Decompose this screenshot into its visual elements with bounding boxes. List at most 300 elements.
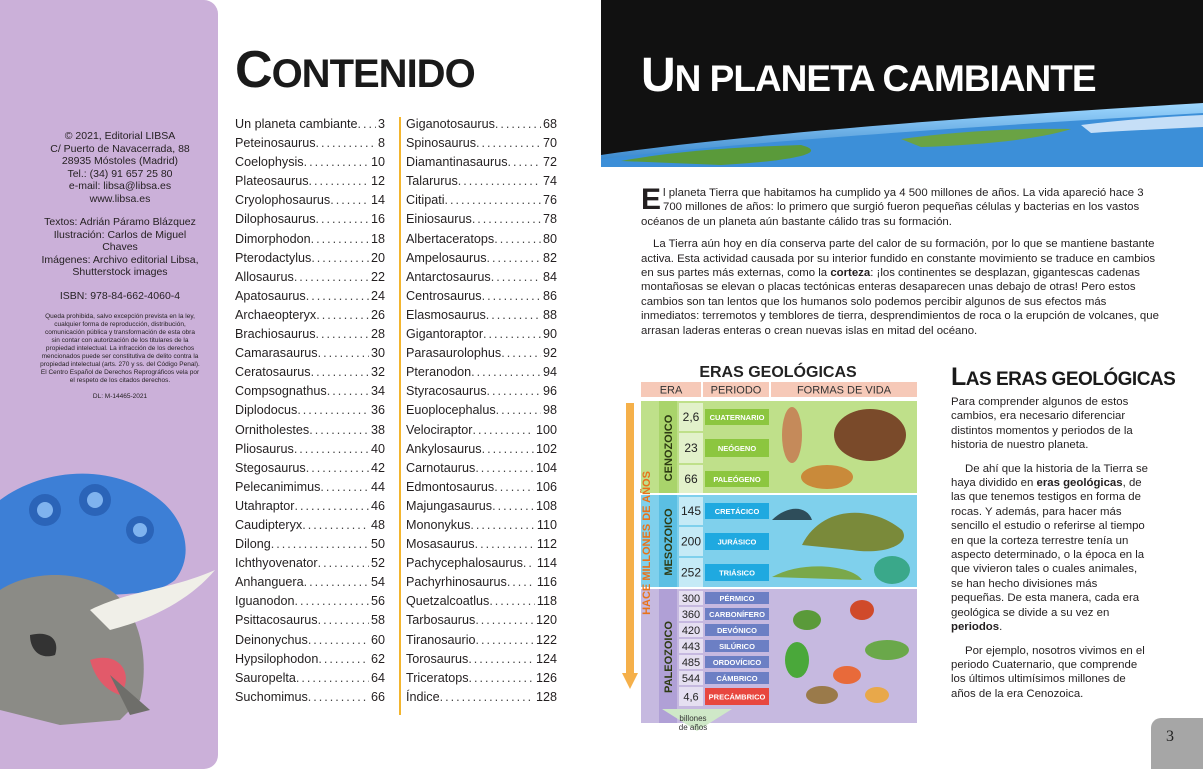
period-age: 23 xyxy=(684,441,698,455)
toc-leader-dots xyxy=(482,287,541,306)
toc-entry-title: Mononykus xyxy=(406,517,471,532)
toc-entry-page: 74 xyxy=(542,174,557,189)
toc-entry-title: Índice xyxy=(406,689,440,704)
toc-entry-title: Styracosaurus xyxy=(406,384,487,399)
period-name: TRIÁSICO xyxy=(719,568,755,578)
toc-entry-page: 20 xyxy=(370,250,385,265)
scorpion-icon xyxy=(850,600,874,620)
toc-entry-page: 18 xyxy=(370,231,385,246)
shell-icon xyxy=(865,687,889,703)
period-age: 2,6 xyxy=(682,410,700,424)
toc-entry xyxy=(235,688,385,707)
era-name: MESOZOICO xyxy=(663,508,675,576)
toc-entry-title: Carnotaurus xyxy=(406,460,476,475)
period-name: PÉRMICO xyxy=(719,594,755,603)
toc-entry-title: Giganotosaurus xyxy=(406,117,495,131)
toc-entry-page: 64 xyxy=(370,670,385,685)
toc-entry-title: Utahraptor xyxy=(235,498,295,513)
toc-entry-page: 106 xyxy=(535,479,557,494)
toc-entry-title: Ceratosaurus xyxy=(235,365,311,380)
toc-leader-dots xyxy=(483,325,541,344)
toc-leader-dots xyxy=(476,631,534,650)
toc-entry-page: 8 xyxy=(377,136,385,151)
toc-entry-title: Compsognathus xyxy=(235,384,327,399)
toc-entry-title: Dilophosaurus xyxy=(235,212,316,227)
intro-text: El planeta Tierra que habitamos ha cumplido ya 4 500 millones de años. La vida apareció hace 3 700 millones de años: lo primero que surgió fueron pequeñas células y bacterias en los vastos océanos de un planeta aún bastante cálido tras su formación. La Tierra aún hoy en día conserva parte del calor de su formación, por lo que se mantiene bastante activa. Esta actividad causada por su interior fundido en constante movimiento se traduce en cambios en sus partes más externas, como la corteza: ¡los continentes se desplazan, gigantescas cadenas montañosas se elevan o placas tectónicas enteras desaparecen unas debajo de otras! Pero estos cambios son tan lentos que los humanos solo podemos percibir algunos de sus efectos más inmediatos: terremotos y temblores de tierra, desprendimientos de roca o la erupción de volcanes, que arrasan laderas enteras o crean nuevas islas en mitad del océano. xyxy=(641,183,1159,337)
dimetrodon-icon xyxy=(874,556,910,584)
trilobite-icon xyxy=(806,686,838,704)
toc-leader-dots xyxy=(476,134,541,153)
toc-leader-dots xyxy=(304,153,369,172)
toc-leader-dots xyxy=(489,592,535,611)
toc-entry xyxy=(235,401,385,420)
toc-leader-dots xyxy=(309,421,369,440)
toc-entry-page: 72 xyxy=(542,155,557,170)
toc-entry-page: 76 xyxy=(542,193,557,208)
toc-entry-title: Antarctosaurus xyxy=(406,269,491,284)
toc-entry-title: Stegosaurus xyxy=(235,460,306,475)
toc-entry xyxy=(235,287,385,306)
toc-entry xyxy=(406,688,557,707)
toc-leader-dots xyxy=(302,516,369,535)
toc-column-2 xyxy=(406,115,557,707)
toc-entry-title: Gigantoraptor xyxy=(406,327,484,342)
toc-leader-dots xyxy=(318,650,369,669)
toc-entry-page: 28 xyxy=(370,327,385,342)
toc-leader-dots xyxy=(297,401,369,420)
toc-entry xyxy=(235,249,385,268)
period-name: CÁMBRICO xyxy=(716,674,758,683)
toc-entry-title: Pachycephalosaurus xyxy=(406,556,523,571)
period-age: 360 xyxy=(681,609,701,621)
drop-cap: E xyxy=(641,183,662,216)
plant-icon xyxy=(785,642,809,678)
toc-leader-dots xyxy=(475,459,534,478)
toc-entry-title: Ichthyovenator xyxy=(235,556,318,571)
toc-entry-title: Albertaceratops xyxy=(406,231,495,246)
toc-entry xyxy=(235,611,385,630)
chapter-title: UN PLANETA CAMBIANTE xyxy=(641,49,1096,102)
credits-illustration: Ilustración: Carlos de Miguel Chaves xyxy=(53,228,187,253)
toc-leader-dots xyxy=(327,382,369,401)
isbn: ISBN: 978-84-662-4060-4 xyxy=(59,289,181,302)
toc-entry-page: 26 xyxy=(370,307,385,322)
toc-entry-page: 120 xyxy=(535,613,557,628)
toc-entry xyxy=(235,134,385,153)
period-name: CUATERNARIO xyxy=(709,413,765,422)
period-age: 443 xyxy=(681,641,701,653)
diagram-title: ERAS GEOLÓGICAS xyxy=(699,364,857,381)
toc-entry xyxy=(406,631,557,650)
toc-entry xyxy=(406,134,557,153)
geologic-eras-diagram xyxy=(622,355,922,745)
toc-entry-page: 36 xyxy=(370,403,385,418)
toc-entry-page: 42 xyxy=(370,460,385,475)
toc-leader-dots xyxy=(330,191,369,210)
toc-entry xyxy=(235,592,385,611)
toc-leader-dots xyxy=(318,554,369,573)
page-number: 3 xyxy=(1166,728,1174,745)
toc-entry xyxy=(235,210,385,229)
telephone: Tel.: (34) 91 657 25 80 xyxy=(67,167,173,180)
toc-entry xyxy=(406,669,557,688)
toc-leader-dots xyxy=(311,230,369,249)
toc-entry-title: Iguanodon xyxy=(235,594,295,609)
time-axis-arrow-shaft xyxy=(626,403,634,673)
toc-entry xyxy=(406,478,557,497)
toc-entry-page: 86 xyxy=(542,288,557,303)
toc-leader-dots xyxy=(294,440,369,459)
period-name: ORDOVÍCICO xyxy=(712,658,762,667)
toc-entry xyxy=(235,421,385,440)
toc-entry-title: Dimorphodon xyxy=(235,231,311,246)
toc-entry xyxy=(406,516,557,535)
toc-leader-dots xyxy=(306,459,369,478)
toc-entry-page: 48 xyxy=(370,517,385,532)
period-name: CARBONÍFERO xyxy=(709,610,765,619)
toc-entry-title: Diamantinasaurus xyxy=(406,155,508,170)
toc-entry xyxy=(406,650,557,669)
toc-leader-dots xyxy=(318,611,369,630)
toc-title: CONTENIDO xyxy=(235,41,475,99)
toc-entry-title: Psittacosaurus xyxy=(235,613,318,628)
toc-leader-dots xyxy=(311,363,369,382)
era-name: PALEOZOICO xyxy=(663,621,675,693)
toc-leader-dots xyxy=(470,516,535,535)
toc-entry xyxy=(235,497,385,516)
period-name: PALEÓGENO xyxy=(713,475,761,484)
toc-leader-dots xyxy=(458,172,541,191)
header-era: ERA xyxy=(659,384,683,397)
toc-entry xyxy=(235,191,385,210)
toc-entry-title: Brachiosaurus xyxy=(235,327,316,342)
toc-leader-dots xyxy=(440,688,534,707)
toc-leader-dots xyxy=(486,306,541,325)
period-age: 300 xyxy=(681,593,701,605)
toc-entry xyxy=(406,554,557,573)
toc-entry-page: 126 xyxy=(535,670,557,685)
toc-leader-dots xyxy=(495,115,541,134)
credits-texts: Textos: Adrián Páramo Blázquez xyxy=(44,216,196,228)
toc-entry xyxy=(406,287,557,306)
toc-entry-page: 58 xyxy=(370,613,385,628)
toc-entry xyxy=(406,344,557,363)
toc-entry-page: 90 xyxy=(542,327,557,342)
period-name: SILÚRICO xyxy=(719,642,755,651)
toc-entry xyxy=(235,669,385,688)
toc-entry-page: 116 xyxy=(536,575,557,590)
toc-entry xyxy=(235,325,385,344)
toc-entry xyxy=(406,382,557,401)
toc-leader-dots xyxy=(295,497,369,516)
period-age: 485 xyxy=(681,657,701,669)
toc-entry xyxy=(406,230,557,249)
toc-entry-page: 98 xyxy=(542,403,557,418)
period-age: 252 xyxy=(680,565,702,580)
toc-entry-title: Centrosaurus xyxy=(406,288,482,303)
toc-entry-title: Deinonychus xyxy=(235,632,308,647)
toc-entry-title: Einiosaurus xyxy=(406,212,472,227)
toc-entry-title: Apatosaurus xyxy=(235,288,306,303)
toc-leader-dots xyxy=(318,344,369,363)
era-name: CENOZOICO xyxy=(663,414,675,482)
toc-entry-title: Pteranodon xyxy=(406,365,472,380)
toc-entry-page: 34 xyxy=(370,384,385,399)
toc-entry-page: 44 xyxy=(370,479,385,494)
toc-entry-page: 60 xyxy=(370,632,385,647)
toc-entry xyxy=(406,497,557,516)
toc-entry xyxy=(235,153,385,172)
toc-entry xyxy=(406,249,557,268)
address-line-1: C/ Puerto de Navacerrada, 88 xyxy=(50,142,190,155)
toc-entry xyxy=(406,592,557,611)
toc-leader-dots xyxy=(316,134,376,153)
shrimp-icon xyxy=(833,666,861,684)
toc-entry-page: 110 xyxy=(536,517,557,532)
toc-entry-page: 14 xyxy=(370,193,385,208)
toc-entry-page: 52 xyxy=(370,556,385,571)
toc-entry xyxy=(406,459,557,478)
period-age: 4,6 xyxy=(683,691,699,704)
toc-entry-title: Peteinosaurus xyxy=(235,136,316,151)
toc-entry-title: Camarasaurus xyxy=(235,346,318,361)
toc-entry-page: 32 xyxy=(370,365,385,380)
toc-entry-page: 16 xyxy=(370,212,385,227)
toc-leader-dots xyxy=(473,421,534,440)
toc-entry xyxy=(406,210,557,229)
toc-entry-title: Caudipteryx xyxy=(235,517,303,532)
toc-entry xyxy=(406,363,557,382)
earth-horizon-image xyxy=(601,95,1203,167)
toc-entry-title: Tiranosaurio xyxy=(406,632,476,647)
toc-entry-title: Majungasaurus xyxy=(406,498,493,513)
toc-entry xyxy=(406,115,557,134)
toc-entry-title: Pliosaurus xyxy=(235,441,294,456)
toc-entry xyxy=(406,191,557,210)
toc-entry-title: Anhanguera xyxy=(235,575,304,590)
toc-entry xyxy=(235,230,385,249)
toc-entry-title: Plateosaurus xyxy=(235,174,309,189)
toc-entry-page: 38 xyxy=(370,422,385,437)
toc-entry-page: 88 xyxy=(542,307,557,322)
toc-entry-page: 12 xyxy=(370,174,385,189)
toc-entry xyxy=(235,363,385,382)
period-age: 420 xyxy=(681,625,701,637)
mammoth-icon xyxy=(834,409,906,461)
toc-entry-page: 24 xyxy=(370,288,385,303)
toc-entry-page: 54 xyxy=(370,575,385,590)
toc-leader-dots xyxy=(523,554,535,573)
toc-entry-title: Pachyrhinosaurus xyxy=(406,575,507,590)
toc-entry-title: Citipati xyxy=(406,193,445,208)
toc-entry-page: 50 xyxy=(370,537,385,552)
toc-leader-dots xyxy=(304,573,369,592)
toc-entry-title: Suchomimus xyxy=(235,689,308,704)
toc-entry-title: Mosasaurus xyxy=(406,537,475,552)
toc-column-1 xyxy=(235,115,385,707)
toc-entry-page: 96 xyxy=(542,384,557,399)
toc-entry xyxy=(235,516,385,535)
toc-leader-dots xyxy=(482,440,534,459)
toc-entry xyxy=(235,554,385,573)
fish-icon xyxy=(865,640,909,660)
period-name: PRECÁMBRICO xyxy=(708,692,766,702)
toc-entry-title: Diplodocus xyxy=(235,403,298,418)
toc-leader-dots xyxy=(472,210,541,229)
toc-entry xyxy=(406,401,557,420)
toc-entry-page: 118 xyxy=(536,594,557,609)
toc-entry-page: 10 xyxy=(370,155,385,170)
toc-leader-dots xyxy=(271,535,369,554)
toc-entry-title: Velociraptor xyxy=(406,422,473,437)
section-heading: LAS ERAS GEOLÓGICAS xyxy=(951,363,1176,391)
toc-leader-dots xyxy=(491,268,541,287)
toc-entry xyxy=(235,478,385,497)
toc-entry xyxy=(235,440,385,459)
toc-entry-title: Quetzalcoatlus xyxy=(406,594,490,609)
toc-leader-dots xyxy=(475,535,535,554)
toc-entry xyxy=(406,440,557,459)
toc-entry-page: 22 xyxy=(370,269,385,284)
toc-leader-dots xyxy=(316,325,369,344)
toc-entry-title: Sauropelta xyxy=(235,670,296,685)
toc-leader-dots xyxy=(294,268,369,287)
toc-entry xyxy=(235,344,385,363)
toc-entry-title: Parasaurolophus xyxy=(406,346,502,361)
toc-entry-page: 84 xyxy=(542,269,557,284)
toc-entry-page: 104 xyxy=(535,460,557,475)
sabertooth-icon xyxy=(801,465,853,489)
toc-leader-dots xyxy=(358,115,376,134)
toc-entry-page: 3 xyxy=(377,117,385,131)
column-divider xyxy=(399,117,401,715)
toc-entry-page: 102 xyxy=(535,441,557,456)
toc-entry xyxy=(235,573,385,592)
toc-leader-dots xyxy=(316,306,369,325)
period-name: CRETÁCICO xyxy=(714,507,760,516)
toc-entry-page: 108 xyxy=(535,498,557,513)
legal-deposit: DL: M-14465-2021 xyxy=(92,393,148,400)
toc-entry-title: Talarurus xyxy=(406,174,458,189)
triceratops-illustration xyxy=(0,460,230,730)
header-life: FORMAS DE VIDA xyxy=(796,384,892,397)
period-age: 544 xyxy=(681,673,701,685)
toc-leader-dots xyxy=(492,497,534,516)
toc-entry-page: 80 xyxy=(542,231,557,246)
toc-entry-page: 112 xyxy=(536,537,557,552)
period-age: 66 xyxy=(684,472,698,486)
toc-entry-page: 46 xyxy=(370,498,385,513)
toc-entry xyxy=(406,611,557,630)
header-period: PERIODO xyxy=(710,384,762,397)
toc-entry-title: Allosaurus xyxy=(235,269,294,284)
bottom-label-1: billones xyxy=(679,714,707,723)
toc-leader-dots xyxy=(309,172,369,191)
legal-notice: Queda prohibida, salvo excepción prevista en la ley, cualquier forma de reproducción, distribución, comunicación pública y transformación de esta obra sin contar con autorización de los titulares de la propiedad intelectual. La infracción de los derechos mencionados puede ser constitutiva de delito contra la propiedad intelectual (arts. 270 y ss. del Código Penal). El Centro Español de Derechos Reprográficos vela por el respeto de los citados derechos. xyxy=(40,313,200,384)
toc-entry xyxy=(406,421,557,440)
toc-leader-dots xyxy=(471,363,541,382)
toc-entry-title: Ornitholestes xyxy=(235,422,310,437)
toc-entry xyxy=(235,172,385,191)
toc-entry-title: Dilong xyxy=(235,537,271,552)
toc-entry-title: Un planeta cambiante xyxy=(235,117,358,131)
email: e-mail: libsa@libsa.es xyxy=(68,180,172,192)
toc-leader-dots xyxy=(316,210,369,229)
toc-entry xyxy=(235,650,385,669)
toc-entry-page: 100 xyxy=(535,422,557,437)
amphibian-icon xyxy=(793,610,821,630)
toc-leader-dots xyxy=(501,344,541,363)
toc-leader-dots xyxy=(308,631,369,650)
toc-entry-title: Spinosaurus xyxy=(406,136,477,151)
toc-entry xyxy=(406,172,557,191)
time-axis-arrow-head xyxy=(622,673,638,689)
website: www.libsa.es xyxy=(89,192,151,205)
toc-entry-page: 124 xyxy=(535,651,557,666)
toc-entry xyxy=(406,153,557,172)
toc-leader-dots xyxy=(494,230,541,249)
toc-leader-dots xyxy=(445,191,541,210)
toc-entry xyxy=(406,268,557,287)
toc-entry xyxy=(406,535,557,554)
toc-entry-title: Edmontosaurus xyxy=(406,479,495,494)
address-line-2: 28935 Móstoles (Madrid) xyxy=(61,155,179,167)
toc-leader-dots xyxy=(508,153,541,172)
toc-entry-title: Triceratops xyxy=(406,670,469,685)
toc-entry xyxy=(235,459,385,478)
toc-entry xyxy=(235,631,385,650)
toc-entry-page: 82 xyxy=(542,250,557,265)
toc-entry-title: Pterodactylus xyxy=(235,250,312,265)
toc-entry-page: 66 xyxy=(370,689,385,704)
toc-entry-page: 56 xyxy=(370,594,385,609)
toc-leader-dots xyxy=(296,669,369,688)
period-name: NEÓGENO xyxy=(717,444,757,453)
toc-leader-dots xyxy=(311,249,369,268)
toc-entry-page: 78 xyxy=(542,212,557,227)
period-age: 200 xyxy=(680,534,702,549)
toc-entry-page: 122 xyxy=(535,632,557,647)
toc-entry-title: Coelophysis xyxy=(235,155,304,170)
time-axis-label: HACE MILLONES DE AÑOS xyxy=(641,471,653,615)
toc-entry-page: 92 xyxy=(542,346,557,361)
toc-entry-page: 30 xyxy=(370,346,385,361)
toc-entry-title: Hypsilophodon xyxy=(235,651,319,666)
toc-entry xyxy=(235,268,385,287)
toc-leader-dots xyxy=(475,611,534,630)
toc-entry xyxy=(406,306,557,325)
toc-entry xyxy=(235,115,385,134)
toc-leader-dots xyxy=(306,287,369,306)
toc-entry-page: 70 xyxy=(542,136,557,151)
bottom-label-2: de años xyxy=(678,723,708,732)
toc-leader-dots xyxy=(320,478,369,497)
toc-entry-title: Torosaurus xyxy=(406,651,469,666)
toc-entry-title: Cryolophosaurus xyxy=(235,193,331,208)
toc-entry-title: Tarbosaurus xyxy=(406,613,476,628)
toc-entry-title: Euoplocephalus xyxy=(406,403,496,418)
toc-entry-title: Pelecanimimus xyxy=(235,479,321,494)
credits-images: Imágenes: Archivo editorial Libsa, Shutterstock images xyxy=(41,253,199,278)
toc-entry-page: 68 xyxy=(542,117,557,131)
toc-entry-page: 62 xyxy=(370,651,385,666)
toc-leader-dots xyxy=(469,669,534,688)
period-name: JURÁSICO xyxy=(717,537,757,547)
toc-leader-dots xyxy=(468,650,534,669)
toc-leader-dots xyxy=(295,592,369,611)
toc-entry-page: 40 xyxy=(370,441,385,456)
toc-entry xyxy=(235,382,385,401)
